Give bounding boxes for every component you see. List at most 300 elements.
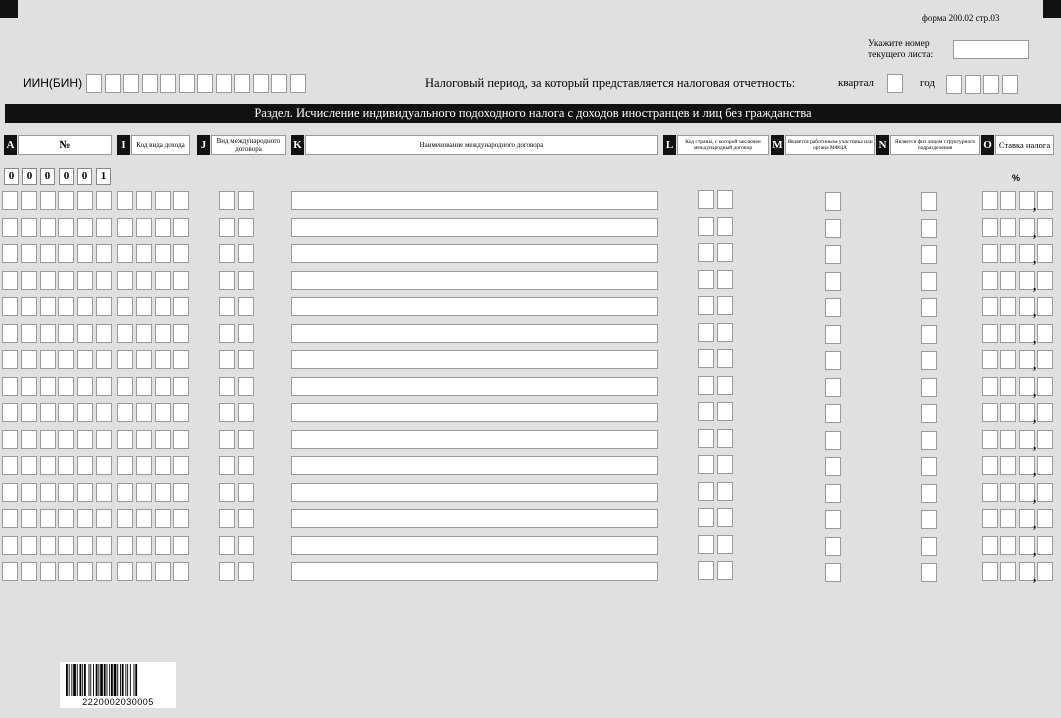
mfca-employee-input[interactable] [825, 404, 841, 423]
income-code-digit-input[interactable] [117, 562, 133, 581]
number-digit-input[interactable] [96, 403, 112, 422]
treaty-type-digit-input[interactable] [219, 509, 235, 528]
country-code-digit-input[interactable] [717, 376, 733, 395]
number-digit-input[interactable] [58, 218, 74, 237]
number-digit-input[interactable] [58, 509, 74, 528]
treaty-type-digit-input[interactable] [219, 297, 235, 316]
sheet-number-input[interactable] [953, 40, 1029, 59]
number-digit-input[interactable] [77, 350, 93, 369]
tax-rate-digit-input[interactable] [982, 403, 998, 422]
treaty-name-input[interactable] [291, 509, 658, 528]
treaty-type-digit-input[interactable] [219, 191, 235, 210]
number-digit-input[interactable] [96, 456, 112, 475]
treaty-type-digit-input[interactable] [219, 350, 235, 369]
income-code-digit-input[interactable] [155, 430, 171, 449]
income-code-digit-input[interactable] [136, 403, 152, 422]
treaty-name-input[interactable] [291, 324, 658, 343]
income-code-digit-input[interactable] [117, 430, 133, 449]
income-code-digit-input[interactable] [136, 509, 152, 528]
number-digit-input[interactable] [40, 536, 56, 555]
tax-rate-digit-input[interactable] [1000, 430, 1016, 449]
tax-rate-digit-input[interactable] [1037, 324, 1053, 343]
number-digit-input[interactable] [21, 430, 37, 449]
tax-rate-digit-input[interactable] [1037, 430, 1053, 449]
number-digit-input[interactable] [2, 350, 18, 369]
number-digit-input[interactable] [2, 536, 18, 555]
treaty-type-digit-input[interactable] [238, 191, 254, 210]
number-digit-input[interactable] [2, 430, 18, 449]
income-code-digit-input[interactable] [117, 350, 133, 369]
treaty-type-digit-input[interactable] [219, 562, 235, 581]
treaty-name-input[interactable] [291, 483, 658, 502]
income-code-digit-input[interactable] [173, 297, 189, 316]
number-digit-input[interactable] [40, 562, 56, 581]
income-code-digit-input[interactable] [173, 403, 189, 422]
year-digit-input[interactable] [983, 75, 999, 94]
tax-rate-digit-input[interactable] [1000, 271, 1016, 290]
number-digit-input[interactable] [58, 483, 74, 502]
income-code-digit-input[interactable] [155, 191, 171, 210]
number-digit-input[interactable] [77, 483, 93, 502]
number-digit-input[interactable] [96, 350, 112, 369]
number-digit-input[interactable] [21, 509, 37, 528]
number-digit-input[interactable] [96, 536, 112, 555]
country-code-digit-input[interactable] [698, 349, 714, 368]
mfca-employee-input[interactable] [825, 563, 841, 582]
tax-rate-digit-input[interactable] [1037, 377, 1053, 396]
number-digit-input[interactable] [40, 509, 56, 528]
number-digit-input[interactable] [40, 456, 56, 475]
income-code-digit-input[interactable] [155, 562, 171, 581]
income-code-digit-input[interactable] [173, 562, 189, 581]
income-code-digit-input[interactable] [117, 403, 133, 422]
iin-digit-input[interactable] [290, 74, 306, 93]
country-code-digit-input[interactable] [717, 349, 733, 368]
treaty-name-input[interactable] [291, 456, 658, 475]
tax-rate-digit-input[interactable] [1000, 377, 1016, 396]
number-digit-input[interactable] [40, 377, 56, 396]
tax-rate-digit-input[interactable] [1000, 297, 1016, 316]
tax-rate-digit-input[interactable] [1037, 297, 1053, 316]
income-code-digit-input[interactable] [117, 244, 133, 263]
number-digit-input[interactable] [21, 218, 37, 237]
number-digit-input[interactable] [40, 271, 56, 290]
mfca-employee-input[interactable] [825, 325, 841, 344]
country-code-digit-input[interactable] [717, 508, 733, 527]
treaty-type-digit-input[interactable] [238, 377, 254, 396]
number-digit-input[interactable] [40, 218, 56, 237]
number-digit-input[interactable] [96, 244, 112, 263]
structural-unit-input[interactable] [921, 537, 937, 556]
number-digit-input[interactable] [77, 218, 93, 237]
income-code-digit-input[interactable] [117, 324, 133, 343]
number-digit-input[interactable] [77, 244, 93, 263]
number-digit-input[interactable] [77, 430, 93, 449]
treaty-name-input[interactable] [291, 297, 658, 316]
tax-rate-digit-input[interactable] [1000, 536, 1016, 555]
mfca-employee-input[interactable] [825, 457, 841, 476]
income-code-digit-input[interactable] [136, 456, 152, 475]
tax-rate-digit-input[interactable] [982, 562, 998, 581]
structural-unit-input[interactable] [921, 378, 937, 397]
treaty-type-digit-input[interactable] [219, 271, 235, 290]
income-code-digit-input[interactable] [136, 324, 152, 343]
iin-digit-input[interactable] [216, 74, 232, 93]
number-digit-input[interactable] [2, 324, 18, 343]
income-code-digit-input[interactable] [173, 191, 189, 210]
income-code-digit-input[interactable] [136, 562, 152, 581]
treaty-type-digit-input[interactable] [238, 562, 254, 581]
tax-rate-digit-input[interactable] [1037, 191, 1053, 210]
iin-digit-input[interactable] [271, 74, 287, 93]
country-code-digit-input[interactable] [717, 296, 733, 315]
treaty-name-input[interactable] [291, 244, 658, 263]
structural-unit-input[interactable] [921, 457, 937, 476]
number-digit-input[interactable] [77, 456, 93, 475]
treaty-type-digit-input[interactable] [219, 430, 235, 449]
treaty-name-input[interactable] [291, 271, 658, 290]
treaty-type-digit-input[interactable] [219, 324, 235, 343]
income-code-digit-input[interactable] [155, 483, 171, 502]
tax-rate-digit-input[interactable] [982, 350, 998, 369]
number-digit-input[interactable] [21, 456, 37, 475]
number-digit-input[interactable] [21, 536, 37, 555]
tax-rate-digit-input[interactable] [1037, 271, 1053, 290]
tax-rate-digit-input[interactable] [1037, 456, 1053, 475]
income-code-digit-input[interactable] [136, 244, 152, 263]
treaty-type-digit-input[interactable] [238, 271, 254, 290]
mfca-employee-input[interactable] [825, 351, 841, 370]
tax-rate-digit-input[interactable] [1037, 244, 1053, 263]
country-code-digit-input[interactable] [717, 455, 733, 474]
number-digit-input[interactable] [2, 483, 18, 502]
tax-rate-digit-input[interactable] [1000, 350, 1016, 369]
number-digit-input[interactable] [40, 350, 56, 369]
treaty-type-digit-input[interactable] [219, 483, 235, 502]
structural-unit-input[interactable] [921, 219, 937, 238]
number-digit-input[interactable] [58, 536, 74, 555]
income-code-digit-input[interactable] [155, 271, 171, 290]
number-digit-input[interactable] [77, 536, 93, 555]
income-code-digit-input[interactable] [155, 456, 171, 475]
number-digit-input[interactable] [2, 403, 18, 422]
number-digit-input[interactable] [96, 297, 112, 316]
number-digit-input[interactable] [21, 483, 37, 502]
structural-unit-input[interactable] [921, 192, 937, 211]
structural-unit-input[interactable] [921, 245, 937, 264]
number-digit-input[interactable] [58, 403, 74, 422]
number-digit-input[interactable] [21, 271, 37, 290]
number-digit-input[interactable] [40, 430, 56, 449]
tax-rate-digit-input[interactable] [1000, 324, 1016, 343]
country-code-digit-input[interactable] [717, 243, 733, 262]
income-code-digit-input[interactable] [136, 430, 152, 449]
treaty-name-input[interactable] [291, 562, 658, 581]
iin-digit-input[interactable] [197, 74, 213, 93]
income-code-digit-input[interactable] [117, 271, 133, 290]
country-code-digit-input[interactable] [698, 270, 714, 289]
country-code-digit-input[interactable] [698, 535, 714, 554]
number-digit-input[interactable] [2, 218, 18, 237]
year-digit-input[interactable] [946, 75, 962, 94]
number-digit-input[interactable] [77, 297, 93, 316]
treaty-type-digit-input[interactable] [238, 350, 254, 369]
income-code-digit-input[interactable] [155, 509, 171, 528]
structural-unit-input[interactable] [921, 484, 937, 503]
number-digit-input[interactable] [77, 562, 93, 581]
number-digit-input[interactable] [2, 297, 18, 316]
iin-digit-input[interactable] [123, 74, 139, 93]
number-digit-input[interactable] [21, 324, 37, 343]
tax-rate-digit-input[interactable] [1037, 536, 1053, 555]
treaty-type-digit-input[interactable] [219, 218, 235, 237]
number-digit-input[interactable] [2, 377, 18, 396]
number-digit-input[interactable] [40, 483, 56, 502]
tax-rate-digit-input[interactable] [982, 244, 998, 263]
number-digit-input[interactable] [58, 350, 74, 369]
tax-rate-digit-input[interactable] [1037, 562, 1053, 581]
country-code-digit-input[interactable] [717, 217, 733, 236]
treaty-name-input[interactable] [291, 536, 658, 555]
treaty-type-digit-input[interactable] [238, 456, 254, 475]
income-code-digit-input[interactable] [117, 456, 133, 475]
number-digit-input[interactable] [2, 191, 18, 210]
income-code-digit-input[interactable] [155, 350, 171, 369]
treaty-type-digit-input[interactable] [238, 244, 254, 263]
country-code-digit-input[interactable] [698, 455, 714, 474]
income-code-digit-input[interactable] [173, 244, 189, 263]
number-digit-input[interactable] [58, 430, 74, 449]
tax-rate-digit-input[interactable] [982, 297, 998, 316]
country-code-digit-input[interactable] [717, 402, 733, 421]
number-digit-input[interactable] [96, 562, 112, 581]
structural-unit-input[interactable] [921, 431, 937, 450]
mfca-employee-input[interactable] [825, 219, 841, 238]
income-code-digit-input[interactable] [173, 536, 189, 555]
number-digit-input[interactable] [58, 191, 74, 210]
number-digit-input[interactable] [58, 324, 74, 343]
tax-rate-digit-input[interactable] [982, 218, 998, 237]
structural-unit-input[interactable] [921, 351, 937, 370]
tax-rate-digit-input[interactable] [982, 483, 998, 502]
tax-rate-digit-input[interactable] [1037, 350, 1053, 369]
treaty-type-digit-input[interactable] [219, 456, 235, 475]
number-digit-input[interactable] [40, 244, 56, 263]
treaty-name-input[interactable] [291, 350, 658, 369]
treaty-type-digit-input[interactable] [238, 483, 254, 502]
number-digit-input[interactable] [96, 191, 112, 210]
iin-digit-input[interactable] [142, 74, 158, 93]
number-digit-input[interactable] [21, 244, 37, 263]
number-digit-input[interactable] [21, 562, 37, 581]
structural-unit-input[interactable] [921, 404, 937, 423]
tax-rate-digit-input[interactable] [1037, 509, 1053, 528]
tax-rate-digit-input[interactable] [1000, 456, 1016, 475]
treaty-type-digit-input[interactable] [238, 430, 254, 449]
mfca-employee-input[interactable] [825, 510, 841, 529]
tax-rate-digit-input[interactable] [982, 430, 998, 449]
income-code-digit-input[interactable] [136, 271, 152, 290]
tax-rate-digit-input[interactable] [982, 536, 998, 555]
number-digit-input[interactable] [96, 324, 112, 343]
number-digit-input[interactable] [21, 403, 37, 422]
number-digit-input[interactable] [58, 562, 74, 581]
country-code-digit-input[interactable] [698, 190, 714, 209]
income-code-digit-input[interactable] [173, 350, 189, 369]
income-code-digit-input[interactable] [155, 403, 171, 422]
tax-rate-digit-input[interactable] [1000, 562, 1016, 581]
number-digit-input[interactable] [21, 377, 37, 396]
income-code-digit-input[interactable] [136, 297, 152, 316]
country-code-digit-input[interactable] [698, 376, 714, 395]
country-code-digit-input[interactable] [698, 402, 714, 421]
tax-rate-digit-input[interactable] [1037, 218, 1053, 237]
income-code-digit-input[interactable] [173, 430, 189, 449]
country-code-digit-input[interactable] [698, 508, 714, 527]
number-digit-input[interactable] [2, 562, 18, 581]
tax-rate-digit-input[interactable] [1000, 483, 1016, 502]
mfca-employee-input[interactable] [825, 192, 841, 211]
treaty-name-input[interactable] [291, 218, 658, 237]
income-code-digit-input[interactable] [173, 271, 189, 290]
treaty-name-input[interactable] [291, 377, 658, 396]
treaty-type-digit-input[interactable] [238, 403, 254, 422]
income-code-digit-input[interactable] [136, 483, 152, 502]
number-digit-input[interactable] [77, 324, 93, 343]
number-digit-input[interactable] [58, 297, 74, 316]
number-digit-input[interactable] [96, 430, 112, 449]
tax-rate-digit-input[interactable] [1000, 191, 1016, 210]
country-code-digit-input[interactable] [698, 561, 714, 580]
treaty-type-digit-input[interactable] [238, 509, 254, 528]
number-digit-input[interactable] [2, 271, 18, 290]
treaty-type-digit-input[interactable] [219, 244, 235, 263]
number-digit-input[interactable] [58, 377, 74, 396]
mfca-employee-input[interactable] [825, 431, 841, 450]
number-digit-input[interactable] [96, 483, 112, 502]
treaty-type-digit-input[interactable] [219, 536, 235, 555]
treaty-type-digit-input[interactable] [238, 324, 254, 343]
income-code-digit-input[interactable] [173, 456, 189, 475]
income-code-digit-input[interactable] [155, 324, 171, 343]
structural-unit-input[interactable] [921, 272, 937, 291]
number-digit-input[interactable] [96, 509, 112, 528]
iin-digit-input[interactable] [105, 74, 121, 93]
number-digit-input[interactable] [77, 509, 93, 528]
tax-rate-digit-input[interactable] [1000, 403, 1016, 422]
income-code-digit-input[interactable] [136, 191, 152, 210]
structural-unit-input[interactable] [921, 298, 937, 317]
number-digit-input[interactable] [2, 456, 18, 475]
country-code-digit-input[interactable] [717, 190, 733, 209]
iin-digit-input[interactable] [86, 74, 102, 93]
mfca-employee-input[interactable] [825, 272, 841, 291]
country-code-digit-input[interactable] [717, 535, 733, 554]
treaty-type-digit-input[interactable] [219, 403, 235, 422]
country-code-digit-input[interactable] [717, 323, 733, 342]
treaty-name-input[interactable] [291, 430, 658, 449]
income-code-digit-input[interactable] [136, 536, 152, 555]
tax-rate-digit-input[interactable] [982, 509, 998, 528]
number-digit-input[interactable] [77, 191, 93, 210]
iin-digit-input[interactable] [253, 74, 269, 93]
treaty-name-input[interactable] [291, 403, 658, 422]
mfca-employee-input[interactable] [825, 537, 841, 556]
number-digit-input[interactable] [77, 403, 93, 422]
income-code-digit-input[interactable] [117, 218, 133, 237]
tax-rate-digit-input[interactable] [982, 191, 998, 210]
year-digit-input[interactable] [1002, 75, 1018, 94]
income-code-digit-input[interactable] [117, 483, 133, 502]
income-code-digit-input[interactable] [155, 377, 171, 396]
country-code-digit-input[interactable] [717, 561, 733, 580]
number-digit-input[interactable] [58, 271, 74, 290]
tax-rate-digit-input[interactable] [1000, 509, 1016, 528]
mfca-employee-input[interactable] [825, 484, 841, 503]
income-code-digit-input[interactable] [136, 377, 152, 396]
country-code-digit-input[interactable] [698, 296, 714, 315]
income-code-digit-input[interactable] [117, 191, 133, 210]
iin-digit-input[interactable] [179, 74, 195, 93]
country-code-digit-input[interactable] [698, 429, 714, 448]
mfca-employee-input[interactable] [825, 245, 841, 264]
mfca-employee-input[interactable] [825, 298, 841, 317]
treaty-type-digit-input[interactable] [238, 297, 254, 316]
number-digit-input[interactable] [77, 377, 93, 396]
income-code-digit-input[interactable] [173, 483, 189, 502]
iin-digit-input[interactable] [234, 74, 250, 93]
tax-rate-digit-input[interactable] [982, 324, 998, 343]
country-code-digit-input[interactable] [698, 243, 714, 262]
treaty-type-digit-input[interactable] [219, 377, 235, 396]
quarter-input[interactable] [887, 74, 903, 93]
number-digit-input[interactable] [96, 271, 112, 290]
country-code-digit-input[interactable] [698, 482, 714, 501]
country-code-digit-input[interactable] [698, 217, 714, 236]
income-code-digit-input[interactable] [117, 536, 133, 555]
number-digit-input[interactable] [40, 297, 56, 316]
number-digit-input[interactable] [58, 456, 74, 475]
structural-unit-input[interactable] [921, 510, 937, 529]
tax-rate-digit-input[interactable] [1037, 483, 1053, 502]
number-digit-input[interactable] [21, 350, 37, 369]
number-digit-input[interactable] [21, 297, 37, 316]
income-code-digit-input[interactable] [155, 297, 171, 316]
income-code-digit-input[interactable] [173, 218, 189, 237]
iin-digit-input[interactable] [160, 74, 176, 93]
number-digit-input[interactable] [2, 509, 18, 528]
country-code-digit-input[interactable] [717, 482, 733, 501]
mfca-employee-input[interactable] [825, 378, 841, 397]
number-digit-input[interactable] [40, 324, 56, 343]
treaty-name-input[interactable] [291, 191, 658, 210]
income-code-digit-input[interactable] [117, 509, 133, 528]
number-digit-input[interactable] [2, 244, 18, 263]
treaty-type-digit-input[interactable] [238, 536, 254, 555]
year-digit-input[interactable] [965, 75, 981, 94]
income-code-digit-input[interactable] [173, 509, 189, 528]
income-code-digit-input[interactable] [136, 218, 152, 237]
number-digit-input[interactable] [96, 377, 112, 396]
income-code-digit-input[interactable] [155, 218, 171, 237]
country-code-digit-input[interactable] [698, 323, 714, 342]
income-code-digit-input[interactable] [173, 324, 189, 343]
tax-rate-digit-input[interactable] [1037, 403, 1053, 422]
income-code-digit-input[interactable] [173, 377, 189, 396]
income-code-digit-input[interactable] [155, 244, 171, 263]
income-code-digit-input[interactable] [117, 377, 133, 396]
number-digit-input[interactable] [58, 244, 74, 263]
